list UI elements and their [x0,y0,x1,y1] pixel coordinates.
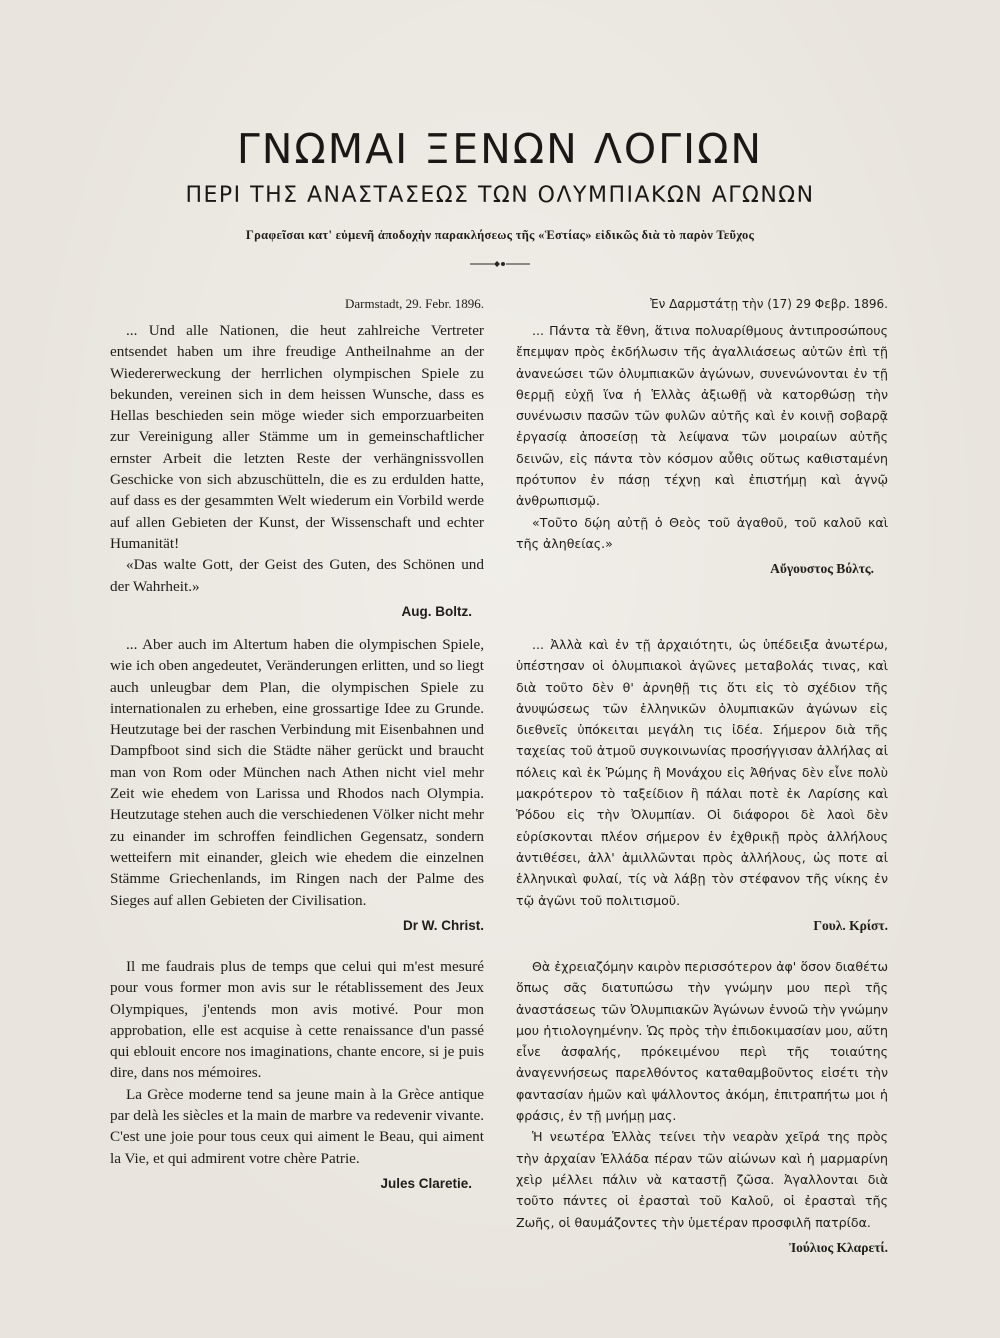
signature: Ἰούλιος Κλαρετί. [789,1239,888,1255]
dateline: Darmstadt, 29. Febr. 1896. [344,296,484,311]
christ-greek-column [516,634,888,936]
page-title: ΓΝΩΜΑΙ ΞΕΝΩΝ ΛΟΓΙΩΝ [236,125,764,173]
signature: Aug. Boltz. [401,603,472,619]
page-subtitle: ΠΕΡΙ ΤΗΣ ΑΝΑΣΤΑΣΕΩΣ ΤΩΝ ΟΛΥΜΠΙΑΚΩΝ ΑΓΩΝΩΝ [185,183,815,208]
signature: Γουλ. Κρίστ. [813,917,888,933]
editorial-note: Γραφεῖσαι κατ' εὐμενῆ ἀποδοχὴν παρακλήσεως τῆς «Ἑστίας» εἰδικῶς διὰ τὸ παρὸν Τεῦχος [245,228,755,242]
ornament-divider-icon [470,258,530,270]
paragraph: La Grèce moderne tend sa jeune main à la Grèce antique par delà les siècles et la main de marbre va redevenir vivante. C'est une joie pour tous ceux qui aiment le Beau, qui aiment la Vie, et qui admirent votre chère Patrie. [110,1085,484,1167]
paragraph: ... Ἀλλὰ καὶ ἐν τῇ ἀρχαιότητι, ὡς ὑπέδειξα ἀνωτέρω, ὑπέστησαν οἱ ὀλυμπιακοὶ ἀγῶνες μεταβολάς τινας, καὶ διὰ τοῦτο δὲν θ' ἀρνηθῇ τις ὅτι εἰς τὸ σχέδιον τῆς ἀνυψώσεως τῶν ἑλληνικῶν ὀλυμπιακῶν ἀγώνων εἰς διεθνεῖς ὑπόκειται μεγάλη τις ἰδέα. Σήμερον διὰ τῆς ταχείας τοῦ ἀτμοῦ συγκοινωνίας προσήγγισαν ἀλλήλας αἱ πόλεις καὶ ἐκ Ῥώμης ἢ Μονάχου εἰς Ἀθήνας δὲν εἶνε πολὺ μακρότερον τὸ ταξείδιον ἢ πάλαι ποτὲ ἐκ Λαρίσης καὶ Ῥόδου εἰς τὴν Ὀλυμπίαν. Οἱ διάφοροι δὲ λαοὶ δὲν εὑρίσκονται πλέον σήμερον ἐν ἐχθρικῇ πρὸς ἀλλήλους ἀντιθέσει, ἀλλ' ἁμιλλῶνται πρὸς ἀλλήλους, ὡς ποτε αἱ ἑλληνικαὶ φυλαί, τίς νὰ λάβῃ τὸν στέφανον τῆς νίκης ἐν τῷ ἀγῶνι τοῦ πολιτισμοῦ. [516,637,888,908]
christ-german-column [110,634,484,936]
paragraph: ... Πάντα τὰ ἔθνη, ἅτινα πολυαρίθμους ἀντιπροσώπους ἔπεμψαν πρὸς ἐκδήλωσιν τῆς ἀγαλλιάσεως αὐτῶν ἐπὶ τῇ ἀνανεώσει τῶν ὀλυμπιακῶν ἀγώνων, συνενώνονται ἐν τῇ θερμῇ εὐχῇ ἵνα ἡ Ἑλλὰς ἀξιωθῇ νὰ κατορθώσῃ τὴν συνένωσιν πασῶν τῶν φυλῶν αὐτῆς καὶ ἐν κοινῇ σοβαρᾷ ἐργασίᾳ ἀποσείσῃ τὰ λείψανα τῶν μοιραίων αὐτῆς δεινῶν, εἰς πάντα τὸν κόσμον αὖθις οὕτως καθισταμένη πρότυπον ἐν πάσῃ τέχνῃ καὶ ἐπιστήμῃ καὶ ἁγνῷ ἀνθρωπισμῷ. [516,323,888,509]
boltz-german-column [110,294,484,622]
paragraph: Θὰ ἐχρειαζόμην καιρὸν περισσότερον ἀφ' ὅσον διαθέτω ὅπως σᾶς διατυπώσω τὴν γνώμην μου περὶ τῆς ἀναστάσεως τῶν Ὀλυμπιακῶν Ἀγώνων ἐννοῶ τὴν γνώμην μου ἠτιολογημένην. Ὡς πρὸς τὴν ἐπιδοκιμασίαν μου, αὕτη εἶνε ἀσφαλής, πρόκειμένου περὶ τῆς τοιαύτης ἀναγεννήσεως παρελθόντος καταθαμβοῦντος εἰσέτι τὴν φαντασίαν ἡμῶν καὶ ψάλλοντος ἀκόμη, ἐπιτραπήτω μοι ἡ φράσις, ἐν τῇ μνήμῃ μας. [516,959,888,1124]
signature: Dr W. Christ. [402,917,484,933]
paragraph: ... Und alle Nationen, die heut zahlreiche Vertreter entsendet haben um ihre freudige Antheilnahme an der Wiedererweckung der herrlichen olympischen Spiele zu bekunden, vereinen sich in dem heissen Wunsche, dass es Hellas beschieden sein möge wieder sich emporzuarbeiten zur Vereinigung aller Stämme um in gemeinschaftlicher ernster Arbeit die letzten Reste der verhängnissvollen Geschicke von sich abzuschütteln, die es zu erdulden hatte, auf dass es der gesammten Welt wiederum ein Vorbild werde auf allen Gebieten der Kunst, der Wissenschaft und echter Humanität! [110,322,484,552]
paragraph: Ἡ νεωτέρα Ἑλλὰς τείνει τὴν νεαρὰν χεῖρά της πρὸς τὴν ἀρχαίαν Ἑλλάδα πέραν τῶν αἰώνων καὶ ἡ μαρμαρίνη χεὶρ μέλλει πάλιν νὰ καταστῇ ζῶσα. Ἀγαλλονται διὰ τοῦτο πάντες οἱ ἐρασταὶ τοῦ Καλοῦ, οἱ ἐρασταὶ τῆς Ζωῆς, οἱ θαυμάζοντες τὴν ὑμετέραν προσφιλῆ πατρίδα. [516,1129,888,1230]
signature: Jules Claretie. [380,1175,472,1191]
boltz-greek-column [516,294,888,580]
claretie-french-column [110,956,484,1194]
dateline: Ἐν Δαρμστάτῃ τὴν (17) 29 Φεβρ. 1896. [650,297,888,311]
signature: Αὔγουστος Βόλτς. [770,561,874,577]
claretie-greek-column [516,956,888,1258]
paragraph: ... Aber auch im Altertum haben die olympischen Spiele, wie ich oben angedeutet, Veränderungen erlitten, und so liegt auch unleugbar dem Plan, die olympischen Spiele zu internationalen zu erheben, eine grossartige Idee zu Grunde. Heutzutage bei der raschen Verbindung mit Eisenbahnen und Dampfboot sind sich die Städte näher gerückt und braucht man von Rom oder München nach Athen nicht viel mehr Zeit wie ehedem von Larissa und Rhodos nach Olympia. Heutzutage stehen auch die verschiedenen Völker nicht mehr zu einander im schroffen feindlichen Gegensatz, sondern wetteifern mit einander, gleich wie ehedem die einzelnen Stämme Griechenlands, im Ringen nach der Palme des Sieges auf allen Gebieten der Civilisation. [110,636,484,909]
paragraph: Il me faudrais plus de temps que celui qui m'est mesuré pour vous former mon avis sur le rétablissement des Jeux Olympiques, j'entends mon avis motivé. Pour mon approbation, elle est acquise à cette renaissance d'un passé qui eblouit encore nos imaginations, chante encore, si je puis dire, dans nos mémoires. [110,958,484,1082]
paragraph: «Τοῦτο δῴη αὐτῇ ὁ Θεὸς τοῦ ἀγαθοῦ, τοῦ καλοῦ καὶ τῆς ἀληθείας.» [516,514,888,551]
paragraph: «Das walte Gott, der Geist des Guten, des Schönen und der Wahrheit.» [110,556,484,595]
